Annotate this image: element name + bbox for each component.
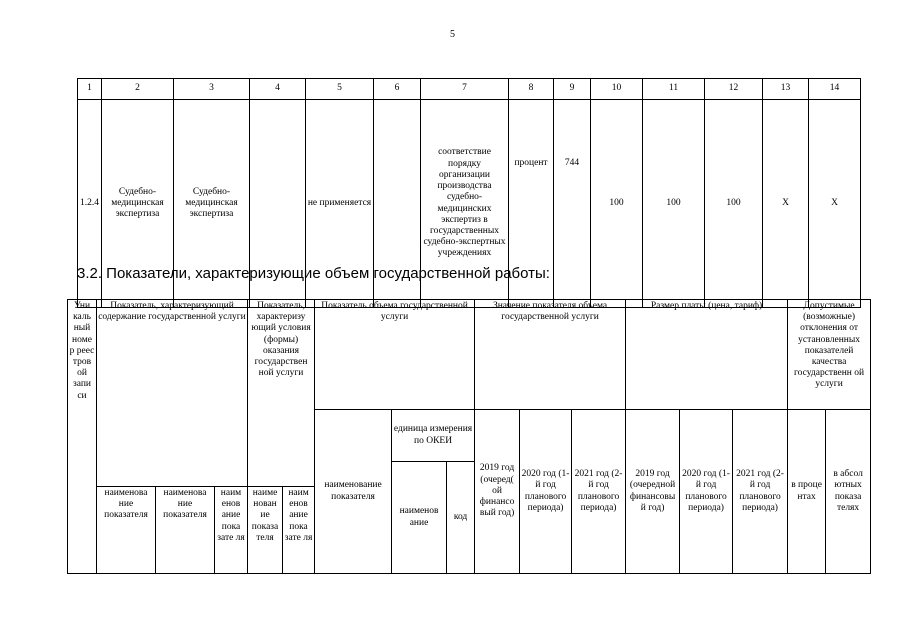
condition-indicator-name-2: наим енов ание пока зате ля: [283, 487, 315, 574]
column-number: 12: [705, 79, 763, 100]
column-number: 8: [509, 79, 554, 100]
content-indicator-name-2: наименова ние показателя: [156, 487, 215, 574]
unique-number-header: Уни каль ный номе р реес тров ой запи си: [68, 300, 97, 574]
deviation-group-header: Допустимые (возможные) отклонения от установленных показателей качества государственн ой услуги: [788, 300, 871, 410]
column-number: 1: [78, 79, 102, 100]
table-cell: 100: [705, 100, 763, 308]
column-number: 14: [809, 79, 861, 100]
section-title: 3.2. Показатели, характеризующие объем государственной работы:: [77, 265, 550, 282]
table-cell: 744: [554, 100, 591, 308]
content-indicator-name-3: наим енов ание пока зате ля: [215, 487, 248, 574]
value-2021-header: 2021 год (2-й год планового периода): [572, 410, 626, 574]
table-cell: Судебно-медицинская экспертиза: [174, 100, 250, 308]
fee-2019-header: 2019 год (очередной финансовы й год): [626, 410, 680, 574]
page-number: 5: [450, 29, 455, 40]
content-indicator-group-header: Показатель, характеризующий содержание государственной услуги: [97, 300, 248, 487]
indicator-name-header: наименование показателя: [315, 410, 392, 574]
deviation-percent-header: в проце нтах: [788, 410, 826, 574]
fee-2020-header: 2020 год (1-й год планового периода): [680, 410, 733, 574]
volume-value-group-header: Значение показателя объема государственной услуги: [475, 300, 626, 410]
column-number: 5: [306, 79, 374, 100]
table-header-row: [78, 79, 861, 100]
volume-indicator-group-header: Показатель объема государственной услуги: [315, 300, 475, 410]
table-cell: Судебно-медицинская экспертиза: [102, 100, 174, 308]
table-cell: 100: [591, 100, 643, 308]
condition-indicator-group-header: Показатель, характеризу ющий условия (формы) оказания государствен ной услуги: [248, 300, 315, 487]
value-2019-header: 2019 год (очеред( ой финансо вый год): [475, 410, 520, 574]
unit-code-header: код: [447, 462, 475, 574]
fee-2021-header: 2021 год (2-й год планового периода): [733, 410, 788, 574]
volume-indicators-table: [67, 299, 871, 574]
column-number: 2: [102, 79, 174, 100]
table-cell: не применяется: [306, 100, 374, 308]
column-number: 9: [554, 79, 591, 100]
column-number: 6: [374, 79, 421, 100]
column-number: 7: [421, 79, 509, 100]
column-number: 11: [643, 79, 705, 100]
fee-group-header: Размер платы (цена, тариф): [626, 300, 788, 410]
unit-okei-header: единица измерения по ОКЕИ: [392, 410, 475, 462]
column-number: 10: [591, 79, 643, 100]
content-indicator-name-1: наименова ние показателя: [97, 487, 156, 574]
table-cell: 1.2.4: [78, 100, 102, 308]
unit-name-header: наименов ание: [392, 462, 447, 574]
table-cell: Х: [763, 100, 809, 308]
table-cell: процент: [509, 100, 554, 308]
column-number: 13: [763, 79, 809, 100]
condition-indicator-name-1: наиме нован ие показа теля: [248, 487, 283, 574]
table-cell: соответствие порядку организации производства судебно-медицинских экспертиз в государственных судебно-экспертных учреждениях: [421, 100, 509, 308]
value-2020-header: 2020 год (1-й год планового периода): [520, 410, 572, 574]
column-number: 4: [250, 79, 306, 100]
table-cell: Х: [809, 100, 861, 308]
deviation-absolute-header: в абсол ютных показа телях: [826, 410, 871, 574]
column-number: 3: [174, 79, 250, 100]
table-cell: 100: [643, 100, 705, 308]
